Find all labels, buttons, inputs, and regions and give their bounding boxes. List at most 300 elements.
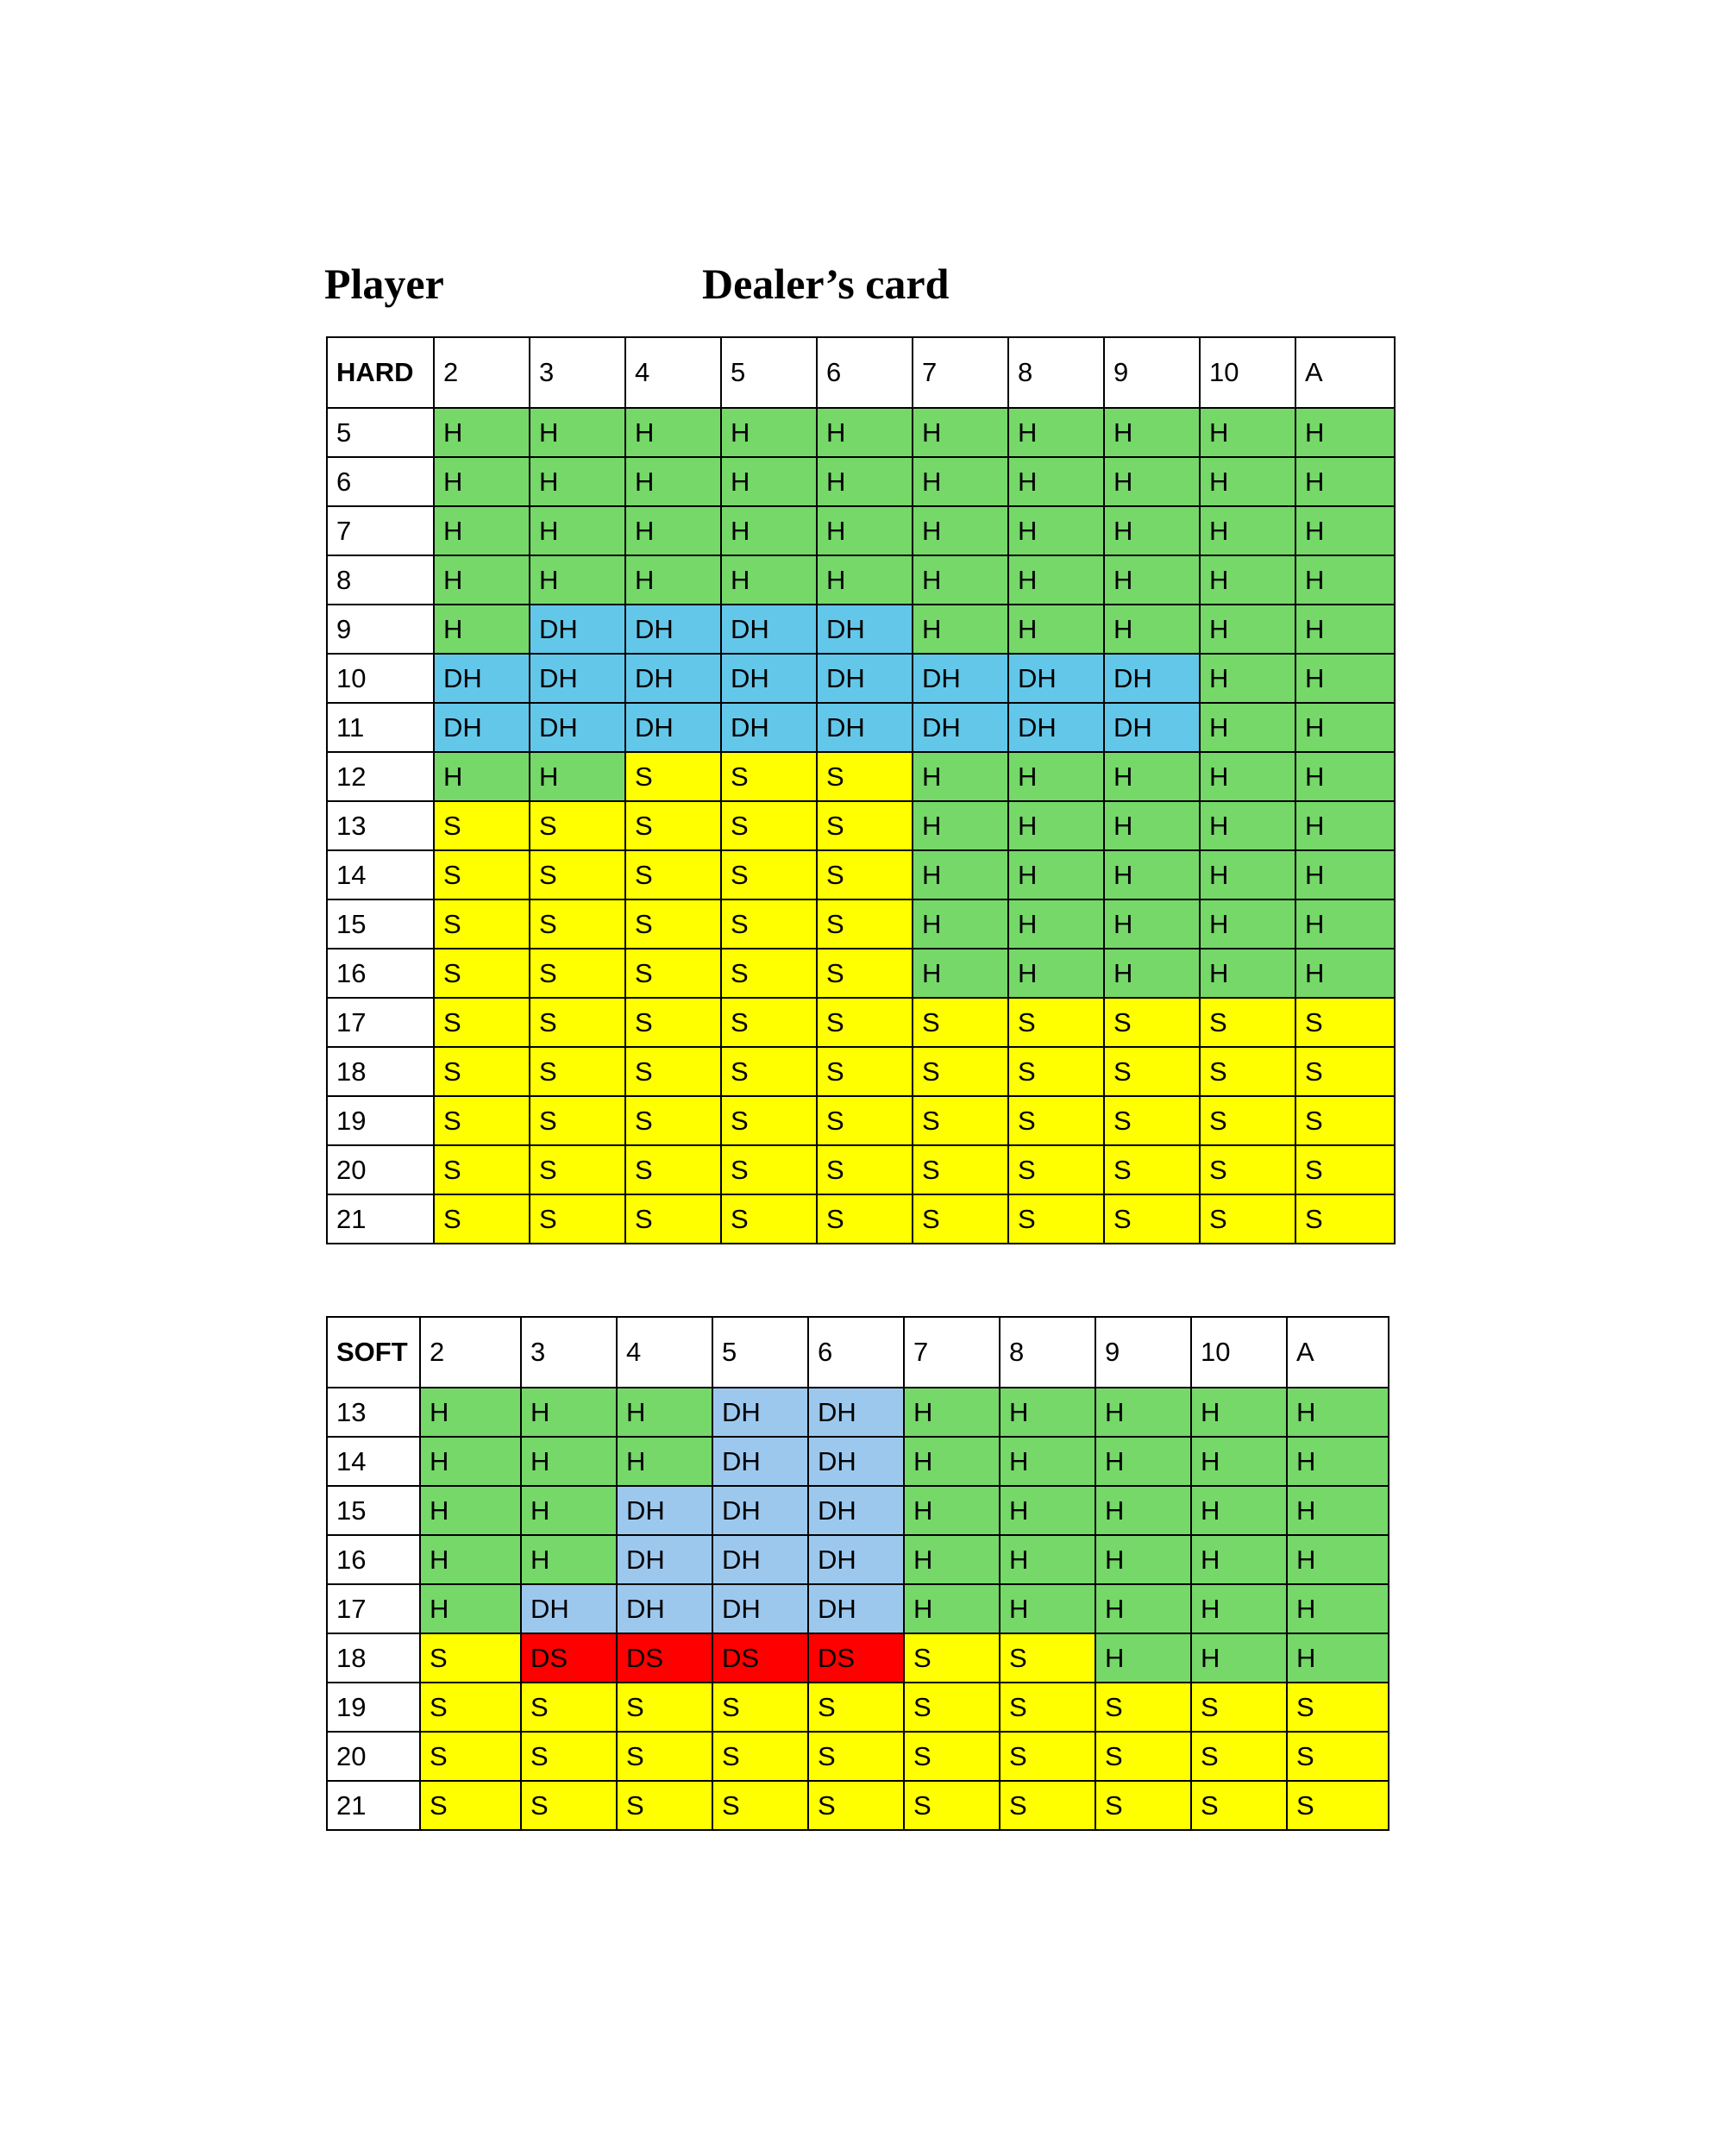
dealer-card-header: 2: [434, 337, 530, 408]
action-cell: H: [817, 457, 913, 506]
player-total: 19: [327, 1096, 434, 1145]
action-cell: H: [913, 850, 1008, 899]
action-cell: S: [625, 998, 721, 1047]
soft-row: [327, 1486, 1389, 1535]
action-cell: DH: [625, 654, 721, 703]
dealer-card-header: 3: [521, 1317, 617, 1388]
action-cell: H: [913, 457, 1008, 506]
action-cell: H: [913, 555, 1008, 605]
action-cell: H: [913, 605, 1008, 654]
action-cell: DH: [521, 1584, 617, 1633]
action-cell: H: [434, 555, 530, 605]
action-cell: S: [1008, 998, 1104, 1047]
action-cell: H: [1295, 899, 1395, 949]
action-cell: H: [1200, 605, 1295, 654]
action-cell: H: [1200, 555, 1295, 605]
action-cell: S: [617, 1781, 712, 1830]
dealer-card-header: 4: [617, 1317, 712, 1388]
action-cell: DH: [530, 605, 625, 654]
action-cell: S: [808, 1732, 904, 1781]
action-cell: H: [1008, 408, 1104, 457]
action-cell: DH: [712, 1437, 808, 1486]
action-cell: H: [1008, 506, 1104, 555]
action-cell: H: [1200, 654, 1295, 703]
action-cell: S: [721, 850, 817, 899]
action-cell: H: [420, 1486, 521, 1535]
hard-row: [327, 457, 1395, 506]
action-cell: DH: [625, 605, 721, 654]
action-cell: H: [521, 1486, 617, 1535]
action-cell: H: [1008, 949, 1104, 998]
action-cell: S: [1104, 1047, 1200, 1096]
action-cell: H: [913, 949, 1008, 998]
action-cell: S: [625, 899, 721, 949]
action-cell: H: [434, 408, 530, 457]
hard-row: [327, 1145, 1395, 1194]
dealer-card-header: 8: [1008, 337, 1104, 408]
action-cell: S: [625, 949, 721, 998]
action-cell: S: [1000, 1781, 1095, 1830]
dealer-card-header: 7: [904, 1317, 1000, 1388]
action-cell: H: [1200, 850, 1295, 899]
action-cell: H: [1295, 801, 1395, 850]
action-cell: S: [721, 801, 817, 850]
action-cell: H: [1095, 1584, 1191, 1633]
action-cell: S: [1287, 1683, 1389, 1732]
action-cell: DH: [817, 703, 913, 752]
action-cell: H: [1191, 1633, 1287, 1683]
hard-row: [327, 752, 1395, 801]
action-cell: S: [530, 998, 625, 1047]
action-cell: S: [521, 1781, 617, 1830]
action-cell: S: [1008, 1194, 1104, 1244]
player-total: 20: [327, 1732, 420, 1781]
action-cell: H: [521, 1535, 617, 1584]
action-cell: H: [521, 1388, 617, 1437]
action-cell: S: [1287, 1781, 1389, 1830]
action-cell: S: [1295, 1145, 1395, 1194]
action-cell: S: [913, 1096, 1008, 1145]
action-cell: S: [625, 1194, 721, 1244]
action-cell: S: [1000, 1732, 1095, 1781]
action-cell: H: [420, 1584, 521, 1633]
player-total: 6: [327, 457, 434, 506]
action-cell: S: [434, 801, 530, 850]
action-cell: DH: [712, 1535, 808, 1584]
action-cell: H: [1191, 1388, 1287, 1437]
action-cell: H: [1295, 408, 1395, 457]
action-cell: S: [721, 1047, 817, 1096]
hard-row: [327, 899, 1395, 949]
dealer-card-header: 9: [1104, 337, 1200, 408]
action-cell: S: [904, 1683, 1000, 1732]
dealer-card-header: 6: [817, 337, 913, 408]
action-cell: H: [904, 1535, 1000, 1584]
action-cell: S: [420, 1732, 521, 1781]
soft-row: [327, 1535, 1389, 1584]
action-cell: S: [617, 1683, 712, 1732]
action-cell: S: [1095, 1781, 1191, 1830]
action-cell: S: [1200, 1047, 1295, 1096]
action-cell: S: [712, 1781, 808, 1830]
player-total: 17: [327, 1584, 420, 1633]
action-cell: S: [530, 949, 625, 998]
action-cell: S: [904, 1781, 1000, 1830]
action-cell: H: [1295, 850, 1395, 899]
action-cell: H: [721, 506, 817, 555]
hard-row: [327, 801, 1395, 850]
action-cell: H: [1200, 899, 1295, 949]
action-cell: H: [1295, 949, 1395, 998]
soft-row: [327, 1584, 1389, 1633]
action-cell: S: [420, 1683, 521, 1732]
action-cell: H: [1191, 1584, 1287, 1633]
soft-row: [327, 1781, 1389, 1830]
action-cell: H: [721, 555, 817, 605]
player-total: 21: [327, 1194, 434, 1244]
action-cell: S: [817, 1047, 913, 1096]
action-cell: S: [434, 899, 530, 949]
action-cell: H: [521, 1437, 617, 1486]
action-cell: S: [904, 1633, 1000, 1683]
action-cell: H: [1104, 506, 1200, 555]
dealer-card-heading: Dealer’s card: [702, 260, 950, 308]
action-cell: H: [1104, 801, 1200, 850]
action-cell: H: [1104, 850, 1200, 899]
hard-row: [327, 506, 1395, 555]
action-cell: H: [1095, 1486, 1191, 1535]
action-cell: S: [1104, 998, 1200, 1047]
action-cell: S: [1095, 1683, 1191, 1732]
action-cell: S: [434, 998, 530, 1047]
action-cell: H: [434, 752, 530, 801]
action-cell: S: [808, 1781, 904, 1830]
action-cell: DH: [913, 703, 1008, 752]
action-cell: S: [1287, 1732, 1389, 1781]
action-cell: H: [904, 1437, 1000, 1486]
action-cell: H: [1287, 1535, 1389, 1584]
action-cell: H: [1104, 899, 1200, 949]
action-cell: H: [1295, 457, 1395, 506]
action-cell: S: [1200, 1096, 1295, 1145]
hard-header-row: [327, 337, 1395, 408]
action-cell: H: [1008, 605, 1104, 654]
soft-row: [327, 1683, 1389, 1732]
soft-row: [327, 1633, 1389, 1683]
soft-label: SOFT: [327, 1317, 420, 1388]
dealer-card-header: 5: [712, 1317, 808, 1388]
action-cell: H: [1104, 555, 1200, 605]
action-cell: H: [1008, 752, 1104, 801]
action-cell: S: [712, 1683, 808, 1732]
action-cell: S: [1104, 1145, 1200, 1194]
hard-row: [327, 555, 1395, 605]
action-cell: H: [1104, 408, 1200, 457]
dealer-card-header: 3: [530, 337, 625, 408]
action-cell: H: [1008, 801, 1104, 850]
action-cell: H: [1295, 605, 1395, 654]
action-cell: S: [1191, 1683, 1287, 1732]
action-cell: H: [904, 1584, 1000, 1633]
action-cell: DH: [1008, 703, 1104, 752]
action-cell: S: [1295, 1047, 1395, 1096]
player-total: 15: [327, 899, 434, 949]
action-cell: S: [1008, 1096, 1104, 1145]
action-cell: DS: [521, 1633, 617, 1683]
action-cell: H: [1104, 457, 1200, 506]
action-cell: S: [625, 752, 721, 801]
action-cell: DH: [712, 1486, 808, 1535]
action-cell: S: [721, 752, 817, 801]
action-cell: H: [913, 752, 1008, 801]
player-heading: Player: [324, 260, 444, 308]
action-cell: S: [913, 998, 1008, 1047]
action-cell: H: [1200, 408, 1295, 457]
hard-row: [327, 1047, 1395, 1096]
action-cell: H: [721, 408, 817, 457]
action-cell: H: [1200, 703, 1295, 752]
action-cell: H: [817, 408, 913, 457]
action-cell: DH: [712, 1584, 808, 1633]
dealer-card-header: 2: [420, 1317, 521, 1388]
action-cell: H: [530, 752, 625, 801]
action-cell: S: [817, 1194, 913, 1244]
action-cell: S: [530, 850, 625, 899]
action-cell: S: [530, 1145, 625, 1194]
player-total: 18: [327, 1633, 420, 1683]
hard-row: [327, 654, 1395, 703]
action-cell: S: [521, 1683, 617, 1732]
player-total: 12: [327, 752, 434, 801]
action-cell: S: [1095, 1732, 1191, 1781]
action-cell: H: [1287, 1633, 1389, 1683]
dealer-card-header: 8: [1000, 1317, 1095, 1388]
action-cell: H: [1287, 1388, 1389, 1437]
action-cell: H: [1008, 899, 1104, 949]
action-cell: S: [434, 1145, 530, 1194]
action-cell: DH: [808, 1388, 904, 1437]
player-total: 9: [327, 605, 434, 654]
action-cell: H: [1095, 1535, 1191, 1584]
player-total: 7: [327, 506, 434, 555]
action-cell: H: [530, 506, 625, 555]
action-cell: DH: [808, 1584, 904, 1633]
action-cell: S: [721, 949, 817, 998]
action-cell: S: [1200, 998, 1295, 1047]
player-total: 11: [327, 703, 434, 752]
action-cell: H: [1200, 752, 1295, 801]
action-cell: H: [1287, 1584, 1389, 1633]
action-cell: S: [1295, 1194, 1395, 1244]
action-cell: S: [434, 1194, 530, 1244]
action-cell: S: [1000, 1683, 1095, 1732]
action-cell: H: [625, 506, 721, 555]
action-cell: H: [1008, 850, 1104, 899]
action-cell: S: [521, 1732, 617, 1781]
player-total: 8: [327, 555, 434, 605]
action-cell: H: [617, 1437, 712, 1486]
action-cell: H: [1287, 1486, 1389, 1535]
action-cell: S: [721, 1145, 817, 1194]
action-cell: S: [904, 1732, 1000, 1781]
player-total: 16: [327, 1535, 420, 1584]
action-cell: H: [530, 555, 625, 605]
player-total: 13: [327, 801, 434, 850]
action-cell: S: [1295, 998, 1395, 1047]
action-cell: S: [420, 1633, 521, 1683]
action-cell: H: [817, 506, 913, 555]
action-cell: S: [434, 1047, 530, 1096]
action-cell: H: [1200, 949, 1295, 998]
action-cell: S: [721, 899, 817, 949]
action-cell: S: [617, 1732, 712, 1781]
action-cell: H: [1008, 555, 1104, 605]
dealer-card-header: 10: [1200, 337, 1295, 408]
player-total: 15: [327, 1486, 420, 1535]
action-cell: S: [817, 899, 913, 949]
hard-label: HARD: [327, 337, 434, 408]
action-cell: H: [420, 1535, 521, 1584]
action-cell: S: [817, 998, 913, 1047]
action-cell: S: [721, 998, 817, 1047]
action-cell: S: [817, 752, 913, 801]
player-total: 14: [327, 850, 434, 899]
dealer-card-header: A: [1287, 1317, 1389, 1388]
action-cell: S: [530, 1047, 625, 1096]
soft-row: [327, 1437, 1389, 1486]
hard-row: [327, 703, 1395, 752]
action-cell: DH: [1104, 654, 1200, 703]
player-total: 18: [327, 1047, 434, 1096]
action-cell: H: [1200, 801, 1295, 850]
action-cell: H: [1295, 654, 1395, 703]
action-cell: DH: [817, 605, 913, 654]
action-cell: H: [721, 457, 817, 506]
action-cell: H: [817, 555, 913, 605]
soft-header-row: [327, 1317, 1389, 1388]
action-cell: S: [625, 1145, 721, 1194]
action-cell: H: [420, 1388, 521, 1437]
dealer-card-header: 9: [1095, 1317, 1191, 1388]
dealer-card-header: A: [1295, 337, 1395, 408]
action-cell: S: [530, 801, 625, 850]
action-cell: S: [808, 1683, 904, 1732]
action-cell: S: [721, 1096, 817, 1145]
action-cell: H: [434, 506, 530, 555]
action-cell: DH: [808, 1486, 904, 1535]
action-cell: H: [530, 408, 625, 457]
action-cell: DH: [1104, 703, 1200, 752]
action-cell: DH: [530, 703, 625, 752]
action-cell: S: [1008, 1145, 1104, 1194]
action-cell: DH: [817, 654, 913, 703]
action-cell: DH: [913, 654, 1008, 703]
action-cell: H: [904, 1388, 1000, 1437]
action-cell: DS: [617, 1633, 712, 1683]
action-cell: DH: [1008, 654, 1104, 703]
action-cell: H: [1200, 506, 1295, 555]
player-total: 21: [327, 1781, 420, 1830]
player-total: 20: [327, 1145, 434, 1194]
action-cell: DH: [617, 1486, 712, 1535]
action-cell: S: [1200, 1145, 1295, 1194]
action-cell: S: [625, 801, 721, 850]
action-cell: H: [1295, 555, 1395, 605]
action-cell: DH: [625, 703, 721, 752]
dealer-card-header: 5: [721, 337, 817, 408]
action-cell: H: [913, 506, 1008, 555]
action-cell: S: [1295, 1096, 1395, 1145]
dealer-card-header: 7: [913, 337, 1008, 408]
action-cell: S: [530, 1194, 625, 1244]
action-cell: H: [1104, 605, 1200, 654]
action-cell: H: [913, 801, 1008, 850]
action-cell: H: [434, 457, 530, 506]
player-total: 17: [327, 998, 434, 1047]
action-cell: H: [1200, 457, 1295, 506]
action-cell: S: [434, 1096, 530, 1145]
action-cell: H: [913, 408, 1008, 457]
dealer-card-header: 6: [808, 1317, 904, 1388]
action-cell: DS: [712, 1633, 808, 1683]
action-cell: S: [1200, 1194, 1295, 1244]
action-cell: S: [625, 1096, 721, 1145]
action-cell: S: [913, 1145, 1008, 1194]
action-cell: H: [625, 408, 721, 457]
action-cell: DH: [530, 654, 625, 703]
action-cell: DH: [721, 654, 817, 703]
player-total: 16: [327, 949, 434, 998]
action-cell: H: [434, 605, 530, 654]
action-cell: DH: [617, 1584, 712, 1633]
action-cell: S: [1104, 1096, 1200, 1145]
action-cell: S: [1104, 1194, 1200, 1244]
soft-row: [327, 1388, 1389, 1437]
action-cell: H: [1104, 752, 1200, 801]
soft-totals-table: [326, 1316, 1389, 1831]
hard-row: [327, 605, 1395, 654]
action-cell: H: [1104, 949, 1200, 998]
action-cell: H: [1000, 1437, 1095, 1486]
dealer-card-header: 10: [1191, 1317, 1287, 1388]
player-total: 5: [327, 408, 434, 457]
action-cell: S: [1191, 1732, 1287, 1781]
action-cell: S: [420, 1781, 521, 1830]
hard-row: [327, 1194, 1395, 1244]
action-cell: DH: [721, 605, 817, 654]
action-cell: H: [1000, 1584, 1095, 1633]
action-cell: H: [1095, 1388, 1191, 1437]
action-cell: H: [904, 1486, 1000, 1535]
action-cell: H: [625, 457, 721, 506]
action-cell: S: [817, 801, 913, 850]
action-cell: H: [1008, 457, 1104, 506]
action-cell: DH: [434, 654, 530, 703]
hard-row: [327, 408, 1395, 457]
action-cell: S: [1008, 1047, 1104, 1096]
action-cell: DH: [617, 1535, 712, 1584]
action-cell: DS: [808, 1633, 904, 1683]
action-cell: S: [817, 1096, 913, 1145]
action-cell: DH: [808, 1437, 904, 1486]
hard-row: [327, 998, 1395, 1047]
action-cell: DH: [712, 1388, 808, 1437]
action-cell: H: [1295, 703, 1395, 752]
action-cell: S: [1191, 1781, 1287, 1830]
action-cell: H: [1287, 1437, 1389, 1486]
action-cell: H: [1000, 1535, 1095, 1584]
hard-row: [327, 949, 1395, 998]
